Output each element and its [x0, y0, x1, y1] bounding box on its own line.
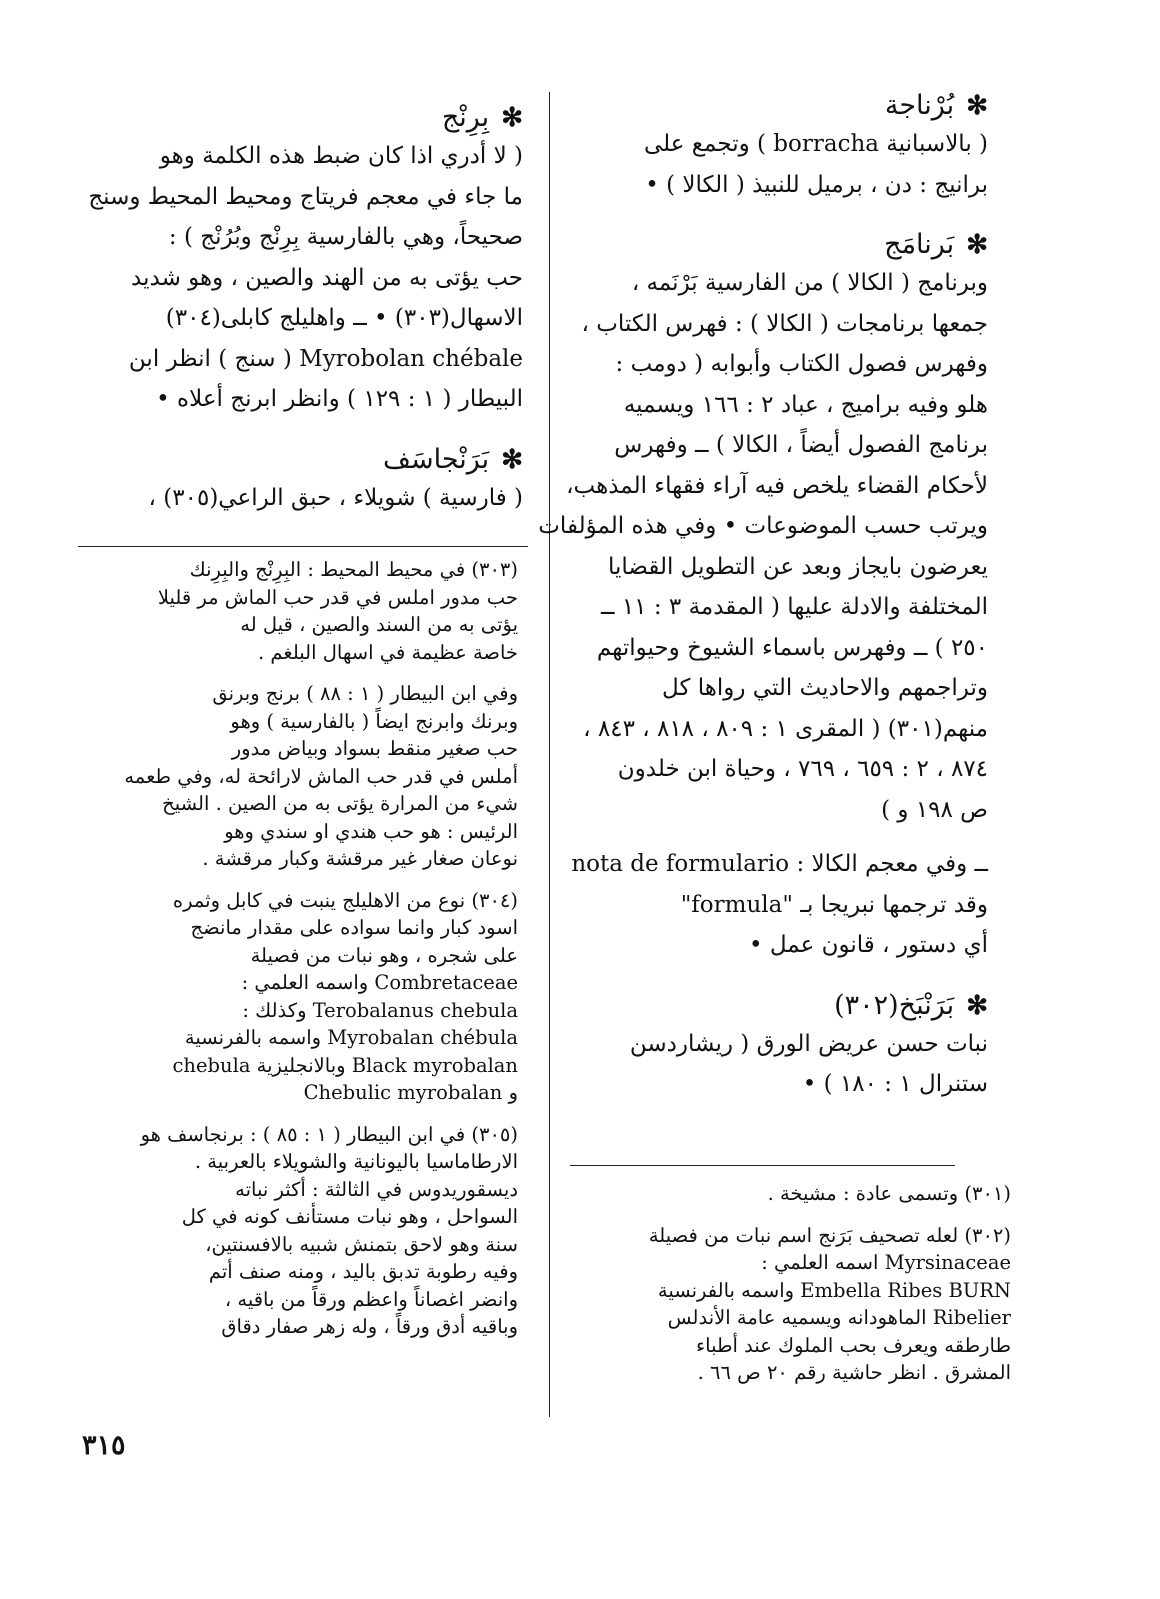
footnote-302: [566, 1222, 1011, 1387]
entry-line: برانيج : دن ، برميل للنبيذ ( الكالا ) •: [645, 171, 988, 198]
entry-line: الاسهال(٣٠٣) • ــ واهليلج كابلى(٣٠٤): [165, 305, 523, 331]
footnote-line: Myrobalan chébula واسمه بالفرنسية: [184, 1026, 518, 1049]
footnote-line: (٣٠٢) لعله تصحيف بَرَنج اسم نبات من فصيلة: [648, 1223, 1011, 1247]
footnote-301: [566, 1180, 1011, 1208]
footnote-line: يؤتى به من السند والصين ، قيل له: [240, 613, 518, 636]
footnote-line: ديسقوريدوس في الثالثة : أكثر نباته: [235, 1177, 518, 1201]
footnote-rule: [570, 1165, 955, 1166]
headword-row: [578, 227, 988, 263]
entry-line: وفهرس فصول الكتاب وأبوابه ( دومب :: [615, 351, 988, 377]
right-column: [538, 88, 988, 1127]
footnote-line: (٣٠٣) في محيط المحيط : البِرِنْج والبِرِنك: [189, 558, 518, 581]
footnote-line: السواحل ، وهو نبات مستأنف كونه في كل: [181, 1205, 518, 1228]
footnote-line: Black myrobalan وبالانجليزية chebula: [172, 1053, 518, 1077]
entry-line: ويرتب حسب الموضوعات • وفي هذه المؤلفات: [538, 513, 988, 539]
footnote-line: وفي ابن البيطار ( ١ : ٨٨ ) برنج وبرنق: [212, 682, 518, 705]
footnote-line: (٣٠٥) في ابن البيطار ( ١ : ٨٥ ) : برنجاسف هو: [140, 1122, 518, 1146]
footnote-303: [78, 556, 518, 666]
footnote-line: أملس في قدر حب الماش لارائحة له، وفي طعمه: [124, 764, 518, 788]
entry-line: وتراجمهم والاحاديث التي رواها كل: [662, 675, 988, 701]
footnote-line: Terobalanus chebula وكذلك :: [242, 998, 518, 1022]
asterisk-icon: ✻: [501, 103, 523, 133]
footnote-line: (٣٠١) وتسمى عادة : مشيخة .: [767, 1182, 1011, 1205]
footnote-line: وبرنك وابرنج ايضاً ( بالفارسية ) وهو: [230, 709, 518, 733]
headword-row: [578, 988, 988, 1024]
entry-barnamaj: [538, 227, 988, 966]
headword: بَرَنْبَخ(٣٠٢): [834, 989, 955, 1021]
left-footnotes: [78, 556, 518, 1355]
headword-row: [578, 88, 988, 124]
entry-birinj: [78, 100, 523, 420]
page-number: ٣١٥: [82, 1430, 126, 1461]
entry-line: برنامج الفصول أيضاً ، الكالا ) ــ وفهرس: [614, 432, 988, 458]
footnote-line: اسود كبار وانما سواده على مقدار مانضج: [190, 916, 518, 939]
footnote-line: خاصة عظيمة في اسهال البلغم .: [258, 640, 518, 664]
headword-row: [78, 442, 523, 478]
entry-burnaja: [578, 88, 988, 205]
headword: بِرِنْج: [441, 102, 490, 133]
footnote-303-continued: [78, 680, 518, 873]
footnote-rule: [78, 546, 528, 547]
entry-baranbakh: [578, 988, 988, 1105]
column-divider: [549, 92, 550, 1417]
footnote-line: و Chebulic myrobalan: [303, 1081, 518, 1104]
footnote-line: سنة وهو لاحق بتمنش شبيه بالافسنتين،: [205, 1232, 518, 1256]
footnote-line: طارطقه ويعرف بحب الملوك عند أطباء: [695, 1333, 1011, 1357]
headword: بَرَنْجاسَف: [383, 443, 490, 475]
footnote-line: Combretaceae واسمه العلمي :: [241, 971, 518, 994]
footnote-line: (٣٠٤) نوع من الاهليلج ينبت في كابل وثمره: [172, 888, 518, 912]
entry-line: جمعها برنامجات ( الكالا ) : فهرس الكتاب ،: [581, 310, 988, 337]
left-column: [78, 100, 523, 540]
footnote-line: الرئيس : هو حب هندي او سندي وهو: [224, 819, 518, 843]
headword-row: [78, 100, 523, 136]
footnote-line: Embella Ribes BURN واسمه بالفرنسية: [657, 1278, 1011, 1302]
entry-line: يعرضون بايجاز وبعد عن التطويل القضايا: [607, 553, 988, 580]
footnote-line: حب مدور املس في قدر حب الماش مر قليلا: [157, 585, 518, 609]
footnote-line: وباقيه أدق ورقاً ، وله زهر صفار دقاق: [221, 1315, 518, 1338]
footnote-line: الارطاماسيا باليونانية والشويلاء بالعربية .: [194, 1150, 518, 1173]
right-footnotes: [566, 1180, 1011, 1401]
entry-line: لأحكام القضاء يلخص فيه آراء فقهاء المذهب،: [566, 472, 988, 499]
entry-line: البيطار ( ١ : ١٢٩ ) وانظر ابرنج أعلاه •: [156, 386, 523, 412]
entry-line: أي دستور ، قانون عمل •: [749, 932, 988, 958]
footnote-line: وانضر اغصاناً واعظم ورقاً من باقيه ،: [224, 1287, 518, 1311]
footnote-line: شيء من المرارة يؤتى به من الصين . الشيخ: [162, 792, 518, 815]
entry-line: المختلفة والادلة عليها ( المقدمة ٣ : ١١ ــ: [601, 594, 988, 620]
asterisk-icon: ✻: [966, 230, 988, 260]
footnote-line: Ribelier الماهودانه ويسميه عامة الأندلس: [667, 1306, 1011, 1329]
entry-line: ( بالاسبانية borracha ) وتجمع على: [643, 131, 988, 157]
entry-line: ( لا أدري اذا كان ضبط هذه الكلمة وهو: [159, 143, 523, 169]
entry-line: ٢٥٠ ) ــ وفهرس باسماء الشيوخ وحيواتهم: [596, 634, 988, 661]
headword: بَرنامَج: [884, 229, 955, 260]
footnote-line: المشرق . انظر حاشية رقم ٢٠ ص ٦٦ .: [697, 1361, 1011, 1384]
entry-line: Myrobolan chébale ( سنج ) انظر ابن: [128, 345, 523, 372]
footnote-line: على شجره ، وهو نبات من فصيلة: [250, 943, 518, 967]
asterisk-icon: ✻: [966, 990, 988, 1021]
footnote-305: [78, 1121, 518, 1341]
entry-line: صحيحاً، وهي بالفارسية بِرِنْج وبُرُنْج ) :: [168, 224, 523, 250]
entry-line: حب يؤتى به من الهند والصين ، وهو شديد: [131, 264, 523, 291]
asterisk-icon: ✻: [966, 91, 988, 121]
asterisk-icon: ✻: [501, 444, 523, 475]
footnote-304: [78, 887, 518, 1107]
entry-baranjasaf: [78, 442, 523, 519]
entry-line: ما جاء في معجم فريتاج ومحيط المحيط وسنج: [88, 183, 523, 210]
headword: بُرْناجة: [884, 90, 955, 121]
entry-line: ( فارسية ) شويلاء ، حبق الراعي(٣٠٥) ،: [148, 484, 523, 511]
footnote-line: وفيه رطوبة تدبق باليد ، ومنه صنف أتم: [208, 1260, 518, 1283]
entry-line: ــ وفي معجم الكالا : nota de formulario: [571, 851, 988, 877]
footnote-line: نوعان صغار غير مرقشة وكبار مرقشة .: [202, 847, 518, 870]
footnote-line: Myrsinaceae اسمه العلمي :: [761, 1251, 1011, 1274]
entry-line: نبات حسن عريض الورق ( ريشاردسن: [629, 1030, 988, 1057]
entry-line: وبرنامج ( الكالا ) من الفارسية بَرْنَمه ،: [631, 270, 988, 296]
entry-line: وقد ترجمها نبريجا بـ "formula": [680, 891, 988, 918]
entry-line: منهم(٣٠١) ( المقرى ١ : ٨٠٩ ، ٨١٨ ، ٨٤٣ ،: [583, 715, 988, 742]
entry-line: ٨٧٤ ، ٢ : ٦٥٩ ، ٧٦٩ ، وحياة ابن خلدون: [617, 756, 988, 782]
entry-line: ستنرال ١ : ١٨٠ ) •: [802, 1071, 988, 1097]
footnote-line: حب صغير منقط بسواد وبياض مدور: [231, 737, 518, 760]
entry-line: ص ١٩٨ و ): [881, 796, 988, 823]
entry-line: هلو وفيه براميج ، عباد ٢ : ١٦٦ ويسميه: [623, 391, 988, 418]
